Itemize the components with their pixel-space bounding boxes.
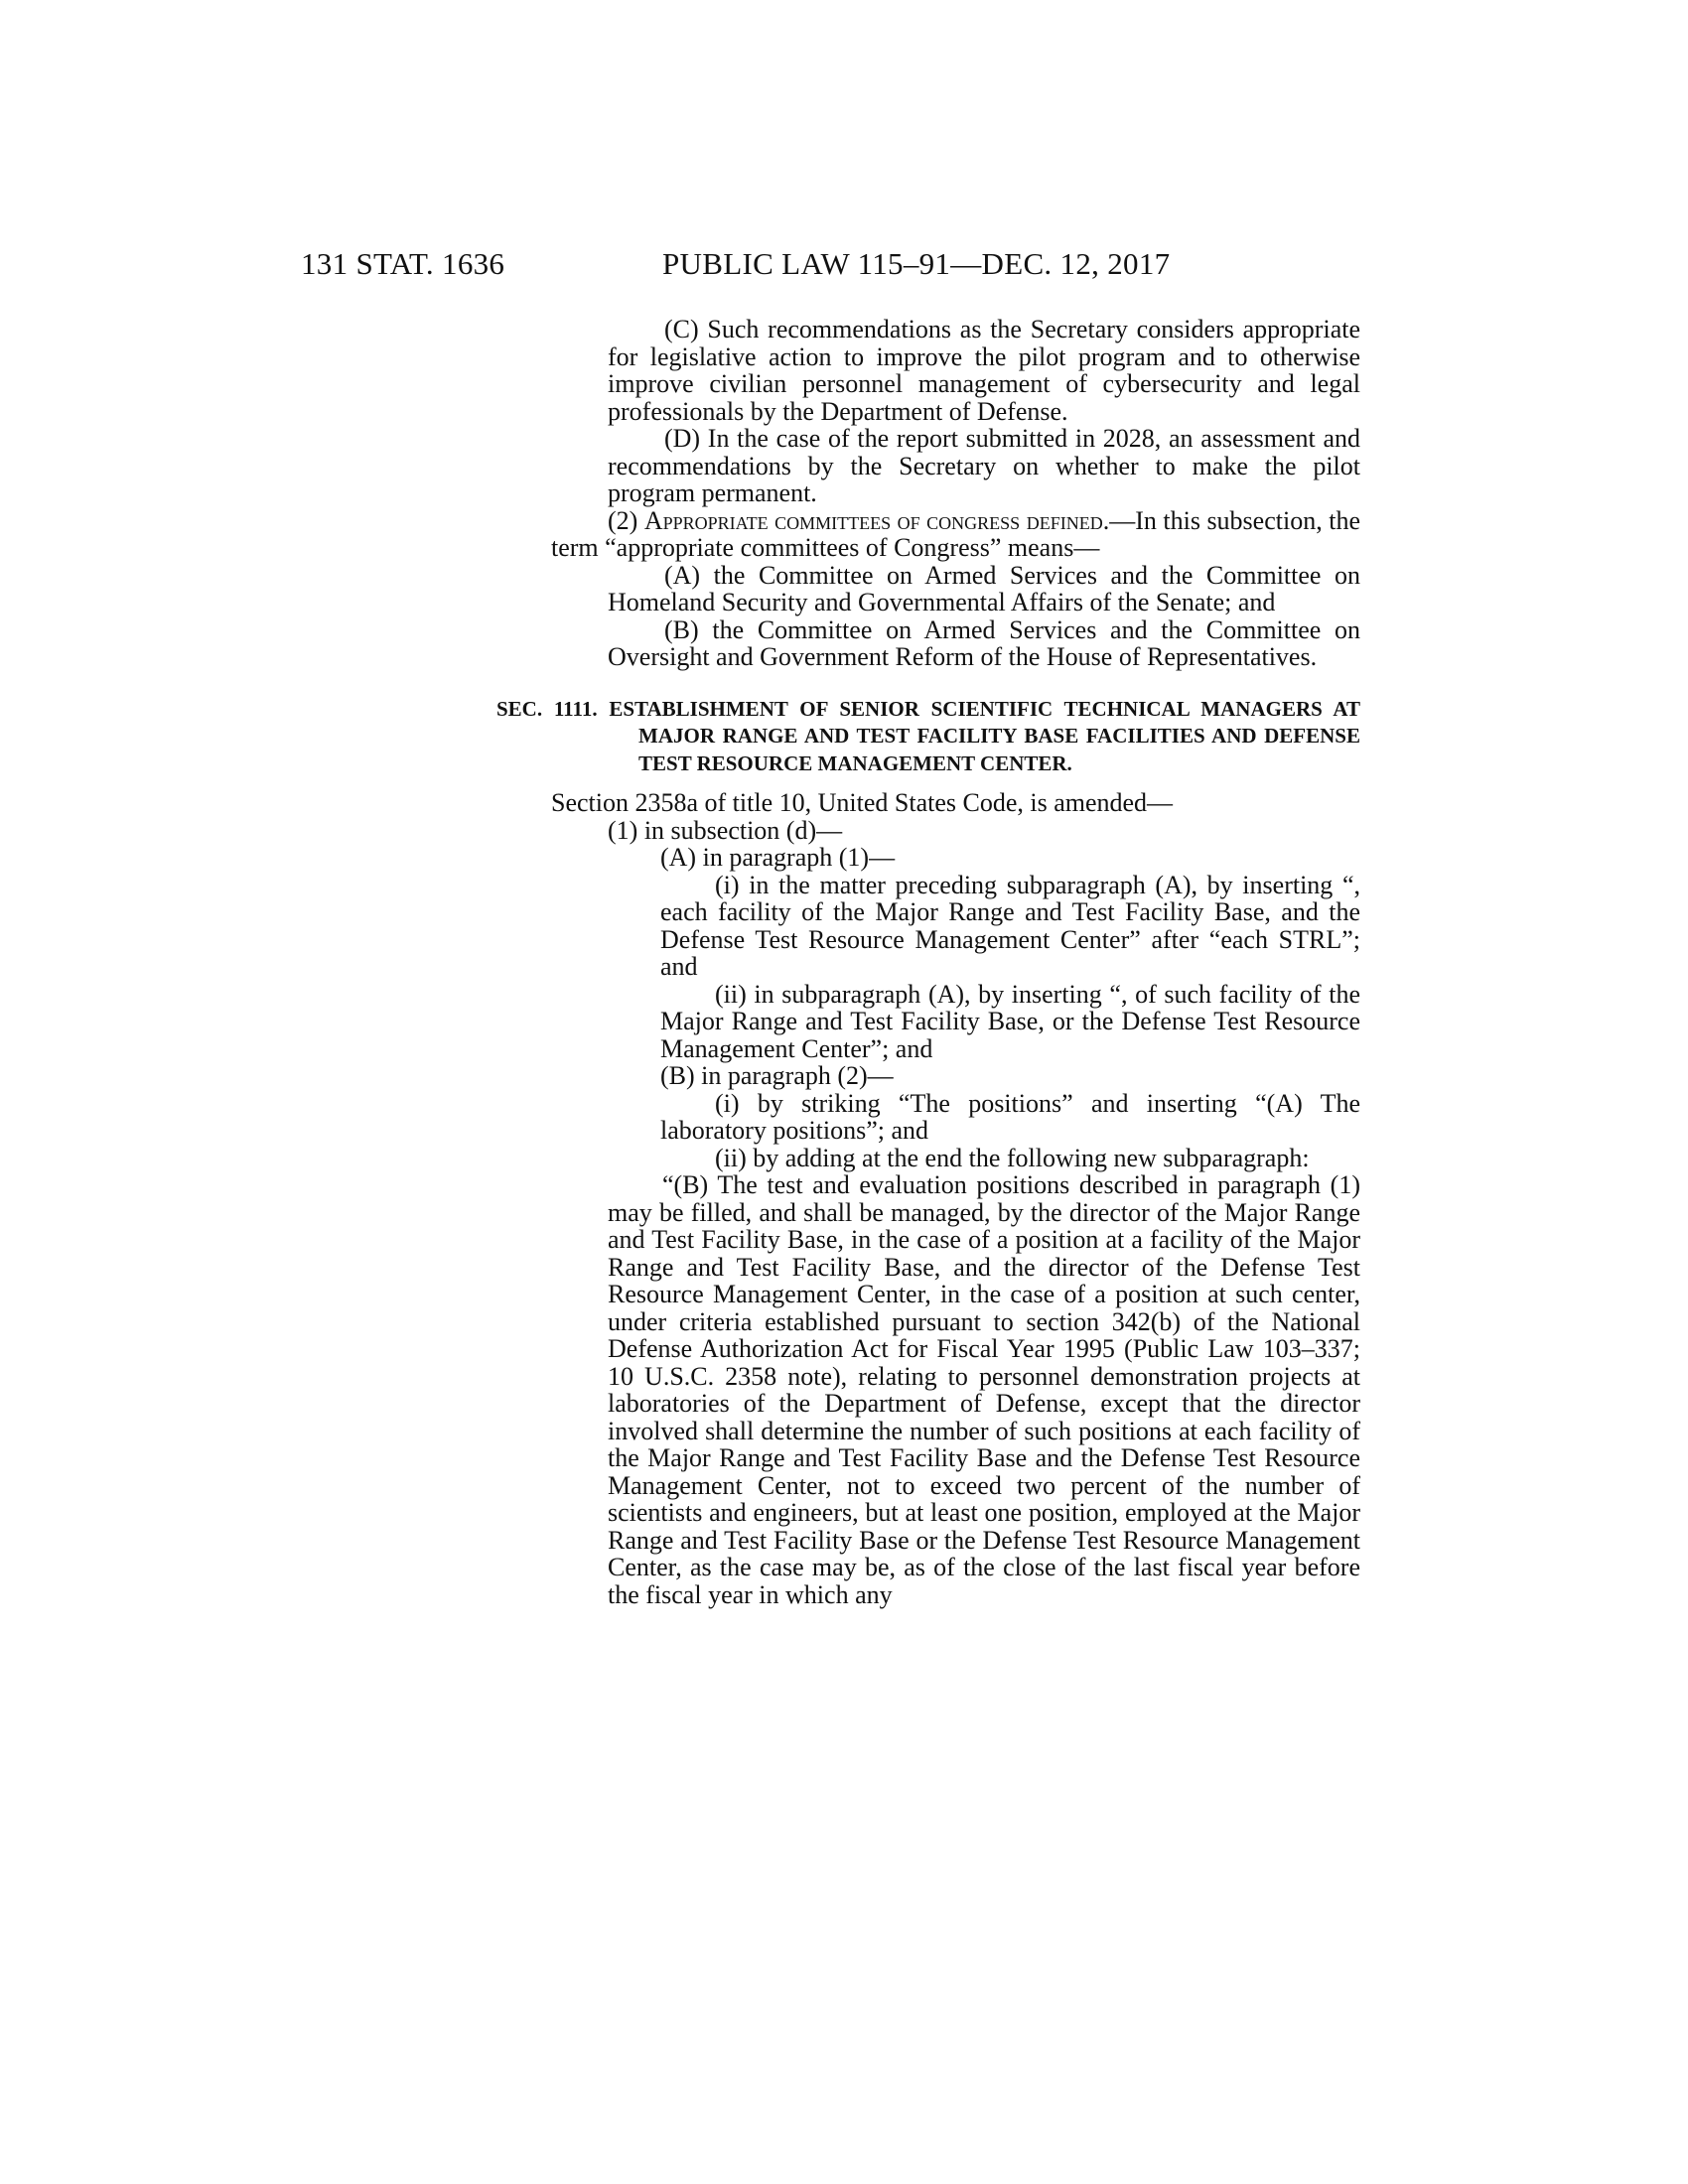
clause-1-B-ii: (ii) by adding at the end the following new subparagraph: xyxy=(715,1143,1310,1172)
paragraph-c: (C) Such recommendations as the Secretary considers appropriate for legislative action to improve the pilot program and to otherwise improve civilian personnel management of cybersecurity and legal professionals by the Department of Defense. xyxy=(608,315,1360,426)
paragraph-2-heading: Appropriate committees of congress defined. xyxy=(643,505,1110,535)
page-header xyxy=(0,246,1688,286)
clause-1: (1) in subsection (d)— xyxy=(608,815,843,845)
clause-1-B: (B) in paragraph (2)— xyxy=(660,1061,894,1090)
quoted-subparagraph-B: “(B) The test and evaluation positions described in paragraph (1) may be filled, and shall be managed, by the director of the Major Range and Test Facility Base, in the case of a position at a facility of the Major Range and Test Facility Base, and the director of the Defense Test Resource Management Center, in the case of a position at such center, under criteria established pursuant to section 342(b) of the National Defense Authorization Act for Fiscal Year 1995 (Public Law 103–337; 10 U.S.C. 2358 note), relating to personnel demonstration projects at laboratories of the Department of Defense, except that the director involved shall determine the number of such positions at each facility of the Major Range and Test Facility Base and the Defense Test Resource Management Center, not to exceed two percent of the number of scientists and engineers, but at least one position, employed at the Major Range and Test Facility Base or the Defense Test Resource Management Center, as the case may be, as of the close of the last fiscal year before the fiscal year in which any xyxy=(608,1170,1360,1609)
statute-page-reference: 131 STAT. 1636 xyxy=(301,246,505,281)
clause-1-A-i: (i) in the matter preceding subparagraph (A), by inserting “, each facility of the Major Range and Test Facility Base, and the Defense Test Resource Management Center” after “each STRL”; and xyxy=(660,870,1360,981)
paragraph-2-number: (2) xyxy=(608,505,644,535)
public-law-reference: PUBLIC LAW 115–91—DEC. 12, 2017 xyxy=(662,246,1171,281)
clause-1-B-i: (i) by striking “The positions” and inserting “(A) The laboratory positions”; and xyxy=(660,1088,1360,1145)
section-heading: SEC. 1111. ESTABLISHMENT OF SENIOR SCIENTIFIC TECHNICAL MANAGERS AT MAJOR RANGE AND TEST FACILITY BASE FACILITIES AND DEFENSE TEST RESOURCE MANAGEMENT CENTER. xyxy=(496,696,1360,775)
clause-1-A-ii: (ii) in subparagraph (A), by inserting “, of such facility of the Major Range and Test Facility Base, or the Defense Test Resource Management Center”; and xyxy=(660,979,1360,1063)
clause-1-A: (A) in paragraph (1)— xyxy=(660,843,896,872)
paragraph-b: (B) the Committee on Armed Services and the Committee on Oversight and Government Reform of the House of Representatives. xyxy=(608,614,1360,671)
paragraph-d: (D) In the case of the report submitted in 2028, an assessment and recommendations by the Secretary on whether to make the pilot program permanent. xyxy=(608,424,1360,507)
paragraph-a: (A) the Committee on Armed Services and the Committee on Homeland Security and Governmental Affairs of the Senate; and xyxy=(608,560,1360,616)
paragraph-2 xyxy=(551,507,1360,562)
paragraph-2-text: —In this subsection, the term “appropriate committees of Congress” means— xyxy=(551,505,1360,562)
document-body xyxy=(496,315,1360,1609)
section-intro: Section 2358a of title 10, United States Code, is amended— xyxy=(551,788,1174,817)
